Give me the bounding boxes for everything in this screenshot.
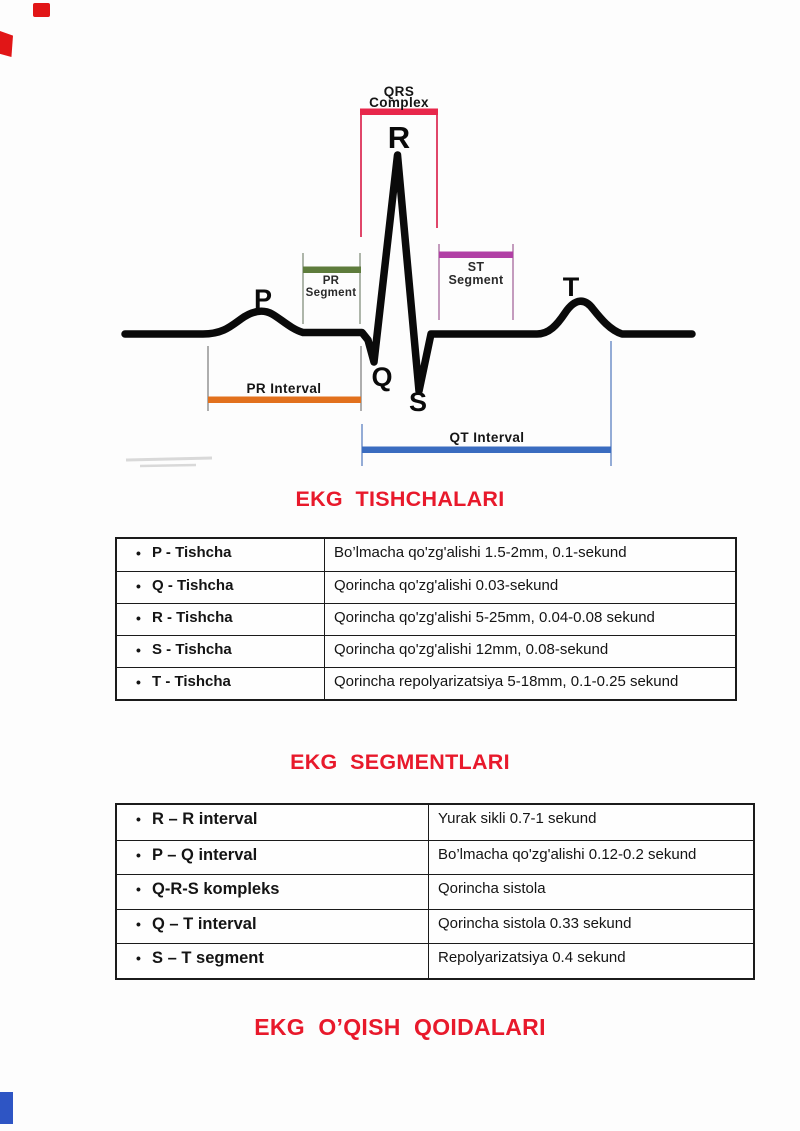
bullet-icon: • <box>136 811 141 827</box>
bullet-icon: • <box>136 578 141 594</box>
bullet-icon: • <box>136 642 141 658</box>
bullet-icon: • <box>136 881 141 898</box>
table-row <box>117 840 753 875</box>
pr-segment-label-line2: Segment <box>305 287 357 299</box>
watermark <box>126 458 212 466</box>
heading-ekg-oqish-qoidalari: EKG O’QISH QOIDALARI <box>254 1014 546 1040</box>
bullet-icon: • <box>136 950 141 967</box>
bullet-icon: • <box>136 674 141 690</box>
term-label: R – R interval <box>152 810 258 828</box>
qt-interval-label: QT Interval <box>449 430 525 445</box>
pr-interval-label: PR Interval <box>246 381 322 396</box>
st-segment-bar <box>439 252 513 259</box>
term-label: Q – T interval <box>152 914 257 933</box>
term-label: T - Tishcha <box>152 673 231 690</box>
p-wave-label: P <box>253 284 273 314</box>
table-row <box>117 874 753 909</box>
pr-interval-bar <box>208 397 361 404</box>
table-row <box>117 667 735 699</box>
table-ekg-tishchalari <box>115 537 737 701</box>
term-label: S – T segment <box>152 949 264 968</box>
bullet-icon: • <box>136 846 141 863</box>
q-wave-label: Q <box>371 362 393 392</box>
term-label: R - Tishcha <box>152 609 233 626</box>
term-label: P - Tishcha <box>152 544 232 561</box>
pr-segment-bar <box>303 267 361 274</box>
blue-page-tab <box>0 1092 13 1124</box>
term-description: Bo’lmacha qo'zg'alishi 0.12-0.2 sekund <box>428 841 753 875</box>
table-row <box>117 805 753 840</box>
heading-ekg-segmentlari: EKG SEGMENTLARI <box>290 750 510 774</box>
t-wave-label: T <box>562 272 580 302</box>
table-row <box>117 943 753 978</box>
term-label: Q - Tishcha <box>152 577 234 594</box>
term-description: Qorincha qo'zg'alishi 0.03-sekund <box>324 572 735 603</box>
term-description: Qorincha qo'zg'alishi 5-25mm, 0.04-0.08 sekund <box>324 604 735 635</box>
table-row <box>117 909 753 944</box>
bullet-icon: • <box>136 610 141 626</box>
term-description: Qorincha repolyarizatsiya 5-18mm, 0.1-0.25 sekund <box>324 668 735 699</box>
st-segment-label-line2: Segment <box>448 273 504 287</box>
table-row <box>117 571 735 603</box>
ekg-diagram <box>0 0 800 480</box>
pr-segment-label-line1: PR <box>322 275 340 287</box>
term-description: Yurak sikli 0.7-1 sekund <box>428 805 753 840</box>
qrs-complex-label-line2: Complex <box>369 95 429 110</box>
term-label: S - Tishcha <box>152 641 232 658</box>
term-description: Qorincha sistola <box>428 875 753 909</box>
term-label: Q-R-S kompleks <box>152 880 280 899</box>
r-wave-label: R <box>387 120 411 155</box>
table-row <box>117 635 735 667</box>
bullet-icon: • <box>136 915 141 932</box>
term-description: Repolyarizatsiya 0.4 sekund <box>428 944 753 978</box>
term-description: Qorincha sistola 0.33 sekund <box>428 910 753 944</box>
bullet-icon: • <box>136 545 141 561</box>
term-description: Qorincha qo'zg'alishi 12mm, 0.08-sekund <box>324 636 735 667</box>
qt-interval-bar <box>362 447 611 454</box>
s-wave-label: S <box>408 387 428 417</box>
table-row <box>117 603 735 635</box>
heading-ekg-tishchalari: EKG TISHCHALARI <box>295 487 505 511</box>
qrs-complex-label-line1: QRS <box>383 84 415 99</box>
st-segment-label-line1: ST <box>467 260 485 274</box>
table-ekg-segmentlari <box>115 803 755 980</box>
ekg-waveform <box>125 155 692 391</box>
term-label: P – Q interval <box>152 845 258 864</box>
table-row <box>117 539 735 571</box>
term-description: Bo’lmacha qo'zg'alishi 1.5-2mm, 0.1-sekund <box>324 539 735 571</box>
